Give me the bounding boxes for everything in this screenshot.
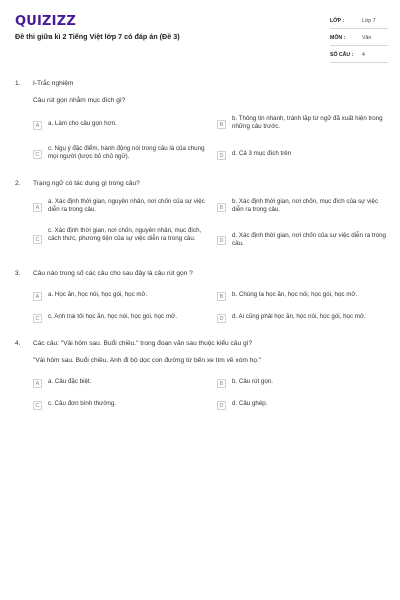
option-b[interactable]: [217, 378, 387, 388]
option-text: b. Xác định thời gian, nơi chốn, mục đích của sự việc diễn ra trong câu.: [232, 198, 379, 213]
option-letter-box: B: [217, 203, 226, 212]
quizizz-logo: QUIZIZZ: [15, 14, 76, 29]
option-letter-box: A: [33, 292, 42, 301]
option-text: d. Câu ghép.: [232, 400, 268, 407]
question-text: Trạng ngữ có tác dụng gì trong câu?: [33, 180, 140, 187]
question-text: Các câu: "Vài hôm sau. Buổi chiều." trong đoạn văn sau thuộc kiểu câu gì?: [33, 340, 253, 347]
option-c[interactable]: [33, 145, 213, 161]
option-text: a. Câu đặc biệt.: [48, 378, 92, 385]
option-text: b. Chúng ta học ăn, học nói, học gói, học mở.: [232, 291, 358, 298]
option-d[interactable]: [217, 400, 387, 410]
meta-label: LỚP :: [330, 18, 345, 24]
option-d[interactable]: [217, 150, 387, 160]
option-text: b. Thông tin nhanh, tránh lặp từ ngữ đã xuất hiện trong những câu trước.: [232, 115, 383, 130]
option-letter-box: D: [217, 314, 226, 323]
option-text: c. Anh trai tôi học ăn, học nói, học gói, học mở.: [48, 313, 177, 320]
question-text: I-Trắc nghiệm: [33, 80, 74, 87]
option-letter-box: B: [217, 379, 226, 388]
option-text: a. Làm cho câu gọn hơn.: [48, 120, 117, 127]
question-number: 2.: [15, 180, 21, 187]
document-title: Đề thi giữa kì 2 Tiếng Việt lớp 7 có đáp án (Đề 3): [15, 32, 180, 41]
option-letter-box: D: [217, 236, 226, 245]
question-number: 4.: [15, 340, 21, 347]
option-text: c. Ngụ ý đặc điểm, hành động nói trong câu là của chung mọi người (lược bỏ chủ ngữ).: [48, 145, 205, 160]
option-text: d. Cả 3 mục đích trên: [232, 150, 292, 157]
option-letter-box: D: [217, 151, 226, 160]
option-letter-box: D: [217, 401, 226, 410]
option-c[interactable]: [33, 313, 213, 323]
option-b[interactable]: [217, 291, 387, 301]
option-a[interactable]: [33, 378, 213, 388]
meta-label: MÔN :: [330, 35, 346, 41]
option-a[interactable]: [33, 198, 213, 214]
meta-row-class: [330, 14, 388, 29]
option-letter-box: C: [33, 150, 42, 159]
meta-box: [330, 14, 388, 65]
option-c[interactable]: [33, 400, 213, 410]
question-text: Câu rút gọn nhằm mục đích gì?: [33, 97, 126, 104]
question-number: 3.: [15, 270, 21, 277]
option-text: b. Câu rút gọn.: [232, 378, 273, 385]
meta-value: Lớp 7: [362, 18, 376, 24]
question-quote: "Vài hôm sau. Buổi chiều. Anh đi bộ dọc con đường từ bến xe tìm về xóm họ.": [33, 357, 262, 364]
option-text: c. Câu đơn bình thường.: [48, 400, 116, 407]
meta-row-subject: [330, 31, 388, 46]
option-letter-box: A: [33, 379, 42, 388]
meta-row-count: [330, 48, 388, 63]
option-text: d. Xác định thời gian, nơi chốn của sự việc diễn ra trong câu.: [232, 232, 386, 247]
option-c[interactable]: [33, 227, 213, 244]
meta-value: 4: [362, 52, 365, 58]
option-d[interactable]: [217, 232, 387, 248]
question-text: Câu nào trong số các câu cho sau đây là câu rút gọn ?: [33, 270, 193, 277]
option-b[interactable]: [217, 198, 387, 214]
question-number: 1.: [15, 80, 21, 87]
option-a[interactable]: [33, 291, 213, 301]
option-letter-box: B: [217, 292, 226, 301]
option-d[interactable]: [217, 313, 387, 323]
option-text: d. Ai cũng phải học ăn, học nói, học gói, học mở.: [232, 313, 366, 320]
meta-label: SỐ CÂU :: [330, 52, 354, 58]
option-letter-box: A: [33, 121, 42, 130]
option-letter-box: B: [217, 120, 226, 129]
option-text: a. Xác định thời gian, nguyên nhân, nơi chốn của sự việc diễn ra trong câu.: [48, 198, 205, 213]
option-letter-box: C: [33, 235, 42, 244]
option-letter-box: C: [33, 401, 42, 410]
meta-value: Văn: [362, 35, 372, 41]
option-text: c. Xác định thời gian, nơi chốn, nguyên nhân, mục đích, cách thức, phương tiện của sự việc diễn ra trong câu.: [48, 227, 202, 242]
option-b[interactable]: [217, 115, 387, 131]
option-letter-box: C: [33, 314, 42, 323]
option-text: a. Học ăn, học nói, học gói, học mở.: [48, 291, 148, 298]
option-letter-box: A: [33, 203, 42, 212]
option-a[interactable]: [33, 120, 213, 130]
